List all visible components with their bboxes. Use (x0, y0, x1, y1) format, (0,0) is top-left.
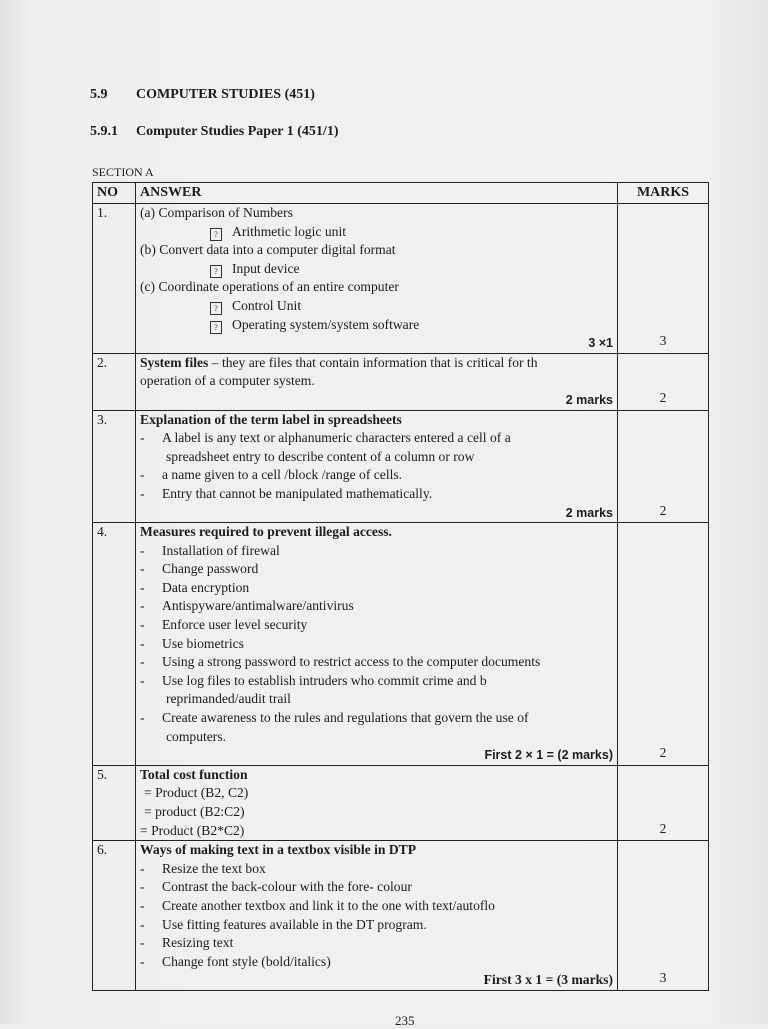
answer-line: ? Operating system/system software (140, 316, 613, 335)
table-row (93, 841, 709, 991)
answer-line: - Use fitting features available in the DT program. (140, 916, 613, 935)
header-marks: MARKS (618, 183, 709, 204)
answer-cell (136, 841, 618, 991)
bullet-dash-icon: - (140, 672, 145, 688)
answer-title: Measures required to prevent illegal access. (140, 524, 392, 540)
answer-line: - Entry that cannot be manipulated mathematically. (140, 485, 613, 504)
table-header-row (93, 183, 709, 204)
answer-line: = product (B2:C2) (144, 804, 245, 819)
answer-line: - Installation of firewal (140, 542, 613, 561)
section-label: SECTION A (92, 165, 154, 179)
header-answer: ANSWER (136, 183, 618, 204)
answer-line: - Enforce user level security (140, 616, 613, 635)
box-glyph-icon: ? (210, 228, 222, 241)
answer-cell (136, 523, 618, 766)
answer-line: computers. (166, 728, 227, 744)
mark-allocation: 3 ×1 (588, 336, 613, 351)
answer-line: = Product (B2, C2) (144, 785, 249, 801)
bullet-dash-icon: - (140, 467, 145, 483)
marks-value: 2 (618, 353, 709, 410)
answer-line: ? Arithmetic logic unit (140, 223, 613, 242)
bullet-dash-icon: - (140, 710, 145, 726)
marks-value: 2 (618, 410, 709, 523)
section-number: 5.9 (90, 87, 108, 102)
page-number: 235 (395, 1013, 415, 1028)
mark-allocation: First 2 × 1 = (2 marks) (484, 748, 613, 763)
box-glyph-icon: ? (210, 302, 222, 315)
bullet-dash-icon: - (140, 561, 145, 577)
answer-line: - Change font style (bold/italics) (140, 953, 613, 972)
answer-title: System files (140, 354, 209, 370)
bullet-dash-icon: - (140, 654, 145, 670)
marking-scheme-table (92, 182, 709, 991)
marks-value: 2 (618, 765, 709, 840)
box-glyph-icon: ? (210, 321, 222, 334)
answer-line: operation of a computer system. (140, 373, 315, 389)
answer-title: Total cost function (140, 766, 248, 782)
answer-line: - Antispyware/antimalware/antivirus (140, 597, 613, 616)
answer-line: - Change password (140, 560, 613, 579)
box-glyph-icon: ? (210, 265, 222, 278)
answer-line: - Create awareness to the rules and regulations that govern the use of (140, 709, 613, 728)
answer-cell (136, 204, 618, 354)
bullet-dash-icon: - (140, 579, 145, 595)
bullet-dash-icon: - (140, 430, 145, 446)
answer-line: - Using a strong password to restrict access to the computer documents (140, 653, 613, 672)
answer-line: (c) Coordinate operations of an entire computer (140, 279, 399, 295)
answer-title: Explanation of the term label in spreadsheets (140, 411, 402, 427)
question-number: 5. (93, 765, 136, 840)
answer-line: - Resizing text (140, 934, 613, 953)
answer-line: spreadsheet entry to describe content of a column or row (166, 448, 475, 464)
answer-line: = Product (B2*C2) (140, 822, 245, 838)
mark-allocation: 2 marks (565, 505, 613, 520)
table-row (93, 204, 709, 354)
answer-line: - Resize the text box (140, 860, 613, 879)
marks-value: 2 (618, 523, 709, 766)
table-row (93, 353, 709, 410)
bullet-dash-icon: - (140, 935, 145, 951)
subsection-heading (90, 124, 338, 140)
bullet-dash-icon: - (140, 916, 145, 932)
bullet-dash-icon: - (140, 860, 145, 876)
question-number: 2. (93, 353, 136, 410)
mark-allocation: First 3 x 1 = (3 marks) (483, 972, 613, 988)
table-row (93, 410, 709, 523)
answer-cell (136, 765, 618, 840)
subsection-title: Computer Studies Paper 1 (451/1) (136, 124, 339, 139)
answer-line: ? Input device (140, 260, 613, 279)
marks-value: 3 (618, 204, 709, 354)
bullet-dash-icon: - (140, 635, 145, 651)
answer-line: - Create another textbox and link it to the one with text/autoflo (140, 897, 613, 916)
answer-line: ? Control Unit (140, 297, 613, 316)
section-heading (90, 87, 315, 103)
mark-allocation: 2 marks (565, 392, 613, 407)
answer-cell (136, 410, 618, 523)
question-number: 3. (93, 410, 136, 523)
answer-line: reprimanded/audit trail (166, 691, 291, 707)
bullet-dash-icon: - (140, 953, 145, 969)
answer-line: - A label is any text or alphanumeric characters entered a cell of a (140, 429, 613, 448)
answer-line: - Use biometrics (140, 635, 613, 654)
answer-line: (b) Convert data into a computer digital format (140, 242, 396, 258)
bullet-dash-icon: - (140, 617, 145, 633)
question-number: 1. (93, 204, 136, 354)
bullet-dash-icon: - (140, 598, 145, 614)
bullet-dash-icon: - (140, 897, 145, 913)
answer-line: (a) Comparison of Numbers (140, 205, 293, 220)
table-row (93, 523, 709, 766)
marks-value: 3 (618, 841, 709, 991)
bullet-dash-icon: - (140, 879, 145, 895)
answer-cell (136, 353, 618, 410)
answer-line: - Contrast the back-colour with the fore- colour (140, 878, 613, 897)
question-number: 6. (93, 841, 136, 991)
bullet-dash-icon: - (140, 485, 145, 501)
subsection-number: 5.9.1 (90, 124, 118, 139)
answer-line: - a name given to a cell /block /range of cells. (140, 466, 613, 485)
answer-title: Ways of making text in a textbox visible in DTP (140, 842, 417, 858)
answer-line: - Data encryption (140, 579, 613, 598)
question-number: 4. (93, 523, 136, 766)
answer-line: - Use log files to establish intruders who commit crime and b (140, 672, 613, 691)
section-title: COMPUTER STUDIES (451) (136, 87, 315, 102)
table-row (93, 765, 709, 840)
bullet-dash-icon: - (140, 542, 145, 558)
answer-line: System files – they are files that contain information that is critical for th (140, 354, 538, 370)
header-no: NO (93, 183, 136, 204)
